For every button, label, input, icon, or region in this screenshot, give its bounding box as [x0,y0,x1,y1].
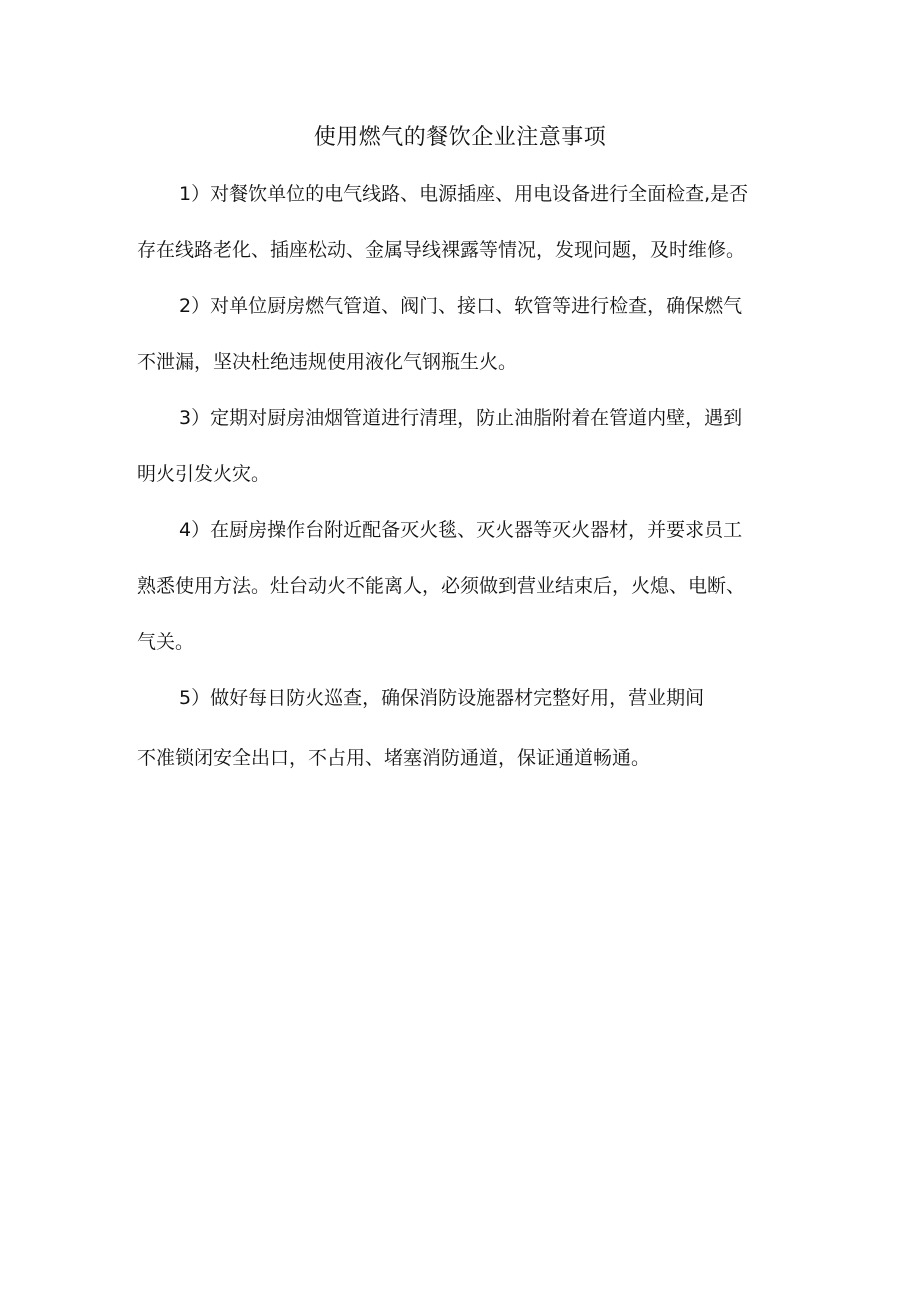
item-5-line-2: 不准锁闭安全出口，不占用、堵塞消防通道，保证通道畅通。 [137,747,651,769]
item-2-line-2: 不泄漏，坚决杜绝违规使用液化气钢瓶生火。 [137,351,518,373]
item-3-line-2: 明火引发火灾。 [137,463,271,485]
item-4-line-1: 4）在厨房操作台附近配备灭火毯、灭火器等灭火器材，并要求员工 [179,519,743,541]
item-4-line-2: 熟悉使用方法。灶台动火不能离人，必须做到营业结束后，火熄、电断、 [137,575,746,597]
item-5-line-1: 5）做好每日防火巡查，确保消防设施器材完整好用，营业期间 [179,687,705,709]
item-3-line-1: 3）定期对厨房油烟管道进行清理，防止油脂附着在管道内壁，遇到 [179,407,743,429]
item-2-line-1: 2）对单位厨房燃气管道、阀门、接口、软管等进行检查，确保燃气 [179,295,743,317]
item-1-line-2: 存在线路老化、插座松动、金属导线裸露等情况，发现问题，及时维修。 [137,239,746,261]
document-title: 使用燃气的餐饮企业注意事项 [313,125,607,150]
item-1-line-1: 1）对餐饮单位的电气线路、电源插座、用电设备进行全面检查,是否 [179,183,749,205]
item-4-line-3: 气关。 [137,631,195,653]
